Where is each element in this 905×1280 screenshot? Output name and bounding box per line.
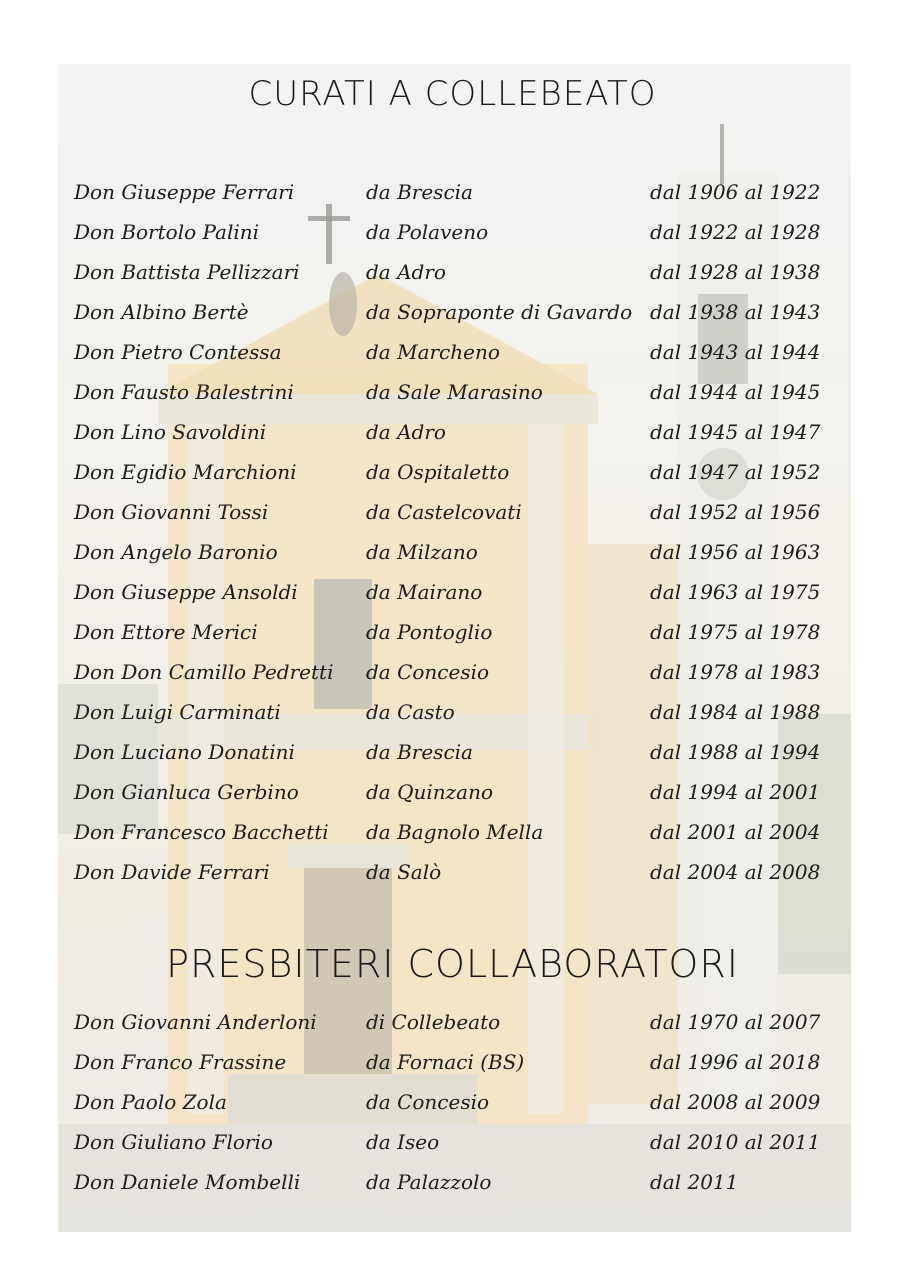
priest-name: Don Fausto Balestrini — [74, 380, 294, 404]
priest-period: dal 1994 al 2001 — [650, 780, 821, 804]
list-item — [0, 820, 905, 850]
priest-name: Don Pietro Contessa — [74, 340, 282, 364]
list-item — [0, 260, 905, 290]
priest-period: dal 1970 al 2007 — [650, 1010, 821, 1034]
priest-origin: da Bagnolo Mella — [366, 820, 544, 844]
priest-period: dal 1938 al 1943 — [650, 300, 821, 324]
priest-period: dal 1963 al 1975 — [650, 580, 821, 604]
priest-origin: da Iseo — [366, 1130, 440, 1154]
priest-origin: da Concesio — [366, 1090, 490, 1114]
priest-origin: da Sopraponte di Gavardo — [366, 300, 633, 324]
priest-period: dal 2011 — [650, 1170, 739, 1194]
priest-origin: da Polaveno — [366, 220, 489, 244]
priest-name: Don Luciano Donatini — [74, 740, 295, 764]
list-item — [0, 740, 905, 770]
priest-period: dal 1952 al 1956 — [650, 500, 821, 524]
priest-period: dal 1988 al 1994 — [650, 740, 821, 764]
priest-origin: da Quinzano — [366, 780, 494, 804]
priest-origin: da Concesio — [366, 660, 490, 684]
priest-period: dal 2004 al 2008 — [650, 860, 821, 884]
priest-period: dal 2001 al 2004 — [650, 820, 821, 844]
priest-name: Don Ettore Merici — [74, 620, 258, 644]
priest-name: Don Bortolo Palini — [74, 220, 260, 244]
list-item — [0, 620, 905, 650]
priest-period: dal 1956 al 1963 — [650, 540, 821, 564]
priest-period: dal 1996 al 2018 — [650, 1050, 821, 1074]
list-item — [0, 420, 905, 450]
priest-name: Don Davide Ferrari — [74, 860, 270, 884]
list-item — [0, 1090, 905, 1120]
list-item — [0, 300, 905, 330]
list-item — [0, 1130, 905, 1160]
priest-origin: da Castelcovati — [366, 500, 522, 524]
list-item — [0, 540, 905, 570]
priest-name: Don Lino Savoldini — [74, 420, 267, 444]
priest-origin: da Palazzolo — [366, 1170, 492, 1194]
priest-origin: da Ospitaletto — [366, 460, 510, 484]
priest-name: Don Giuseppe Ferrari — [74, 180, 295, 204]
priest-origin: da Adro — [366, 260, 446, 284]
priest-period: dal 1922 al 1928 — [650, 220, 821, 244]
priest-name: Don Battista Pellizzari — [74, 260, 300, 284]
list-item — [0, 500, 905, 530]
priest-name: Don Don Camillo Pedretti — [74, 660, 334, 684]
priest-name: Don Luigi Carminati — [74, 700, 281, 724]
list-item — [0, 340, 905, 370]
list-item — [0, 700, 905, 730]
list-item — [0, 780, 905, 810]
list-item — [0, 1050, 905, 1080]
priest-origin: da Mairano — [366, 580, 483, 604]
list-item — [0, 1170, 905, 1200]
priest-period: dal 1945 al 1947 — [650, 420, 821, 444]
priest-name: Don Giuliano Florio — [74, 1130, 273, 1154]
priest-period: dal 1984 al 1988 — [650, 700, 821, 724]
list-item — [0, 1010, 905, 1040]
priest-period: dal 2008 al 2009 — [650, 1090, 821, 1114]
priest-name: Don Giovanni Anderloni — [74, 1010, 317, 1034]
priest-period: dal 1947 al 1952 — [650, 460, 821, 484]
priest-origin: da Marcheno — [366, 340, 500, 364]
priest-origin: da Brescia — [366, 180, 473, 204]
priest-origin: da Sale Marasino — [366, 380, 543, 404]
priest-origin: da Pontoglio — [366, 620, 493, 644]
priest-period: dal 1978 al 1983 — [650, 660, 821, 684]
priest-period: dal 2010 al 2011 — [650, 1130, 821, 1154]
priest-origin: da Milzano — [366, 540, 478, 564]
priest-period: dal 1943 al 1944 — [650, 340, 821, 364]
priest-origin: da Fornaci (BS) — [366, 1050, 525, 1074]
priest-period: dal 1906 al 1922 — [650, 180, 821, 204]
priest-period: dal 1928 al 1938 — [650, 260, 821, 284]
section-title: PRESBITERI COLLABORATORI — [166, 942, 739, 986]
list-item — [0, 860, 905, 890]
list-item — [0, 460, 905, 490]
priest-origin: da Brescia — [366, 740, 473, 764]
priest-name: Don Franco Frassine — [74, 1050, 287, 1074]
priest-name: Don Angelo Baronio — [74, 540, 278, 564]
priest-origin: da Adro — [366, 420, 446, 444]
priest-name: Don Daniele Mombelli — [74, 1170, 301, 1194]
priest-name: Don Egidio Marchioni — [74, 460, 297, 484]
list-item — [0, 660, 905, 690]
list-item — [0, 580, 905, 610]
priest-period: dal 1944 al 1945 — [650, 380, 821, 404]
priest-name: Don Albino Bertè — [74, 300, 249, 324]
page-title: CURATI A COLLEBEATO — [248, 74, 657, 114]
priest-name: Don Paolo Zola — [74, 1090, 227, 1114]
priest-origin: da Salò — [366, 860, 442, 884]
list-item — [0, 380, 905, 410]
priest-origin: di Collebeato — [366, 1010, 501, 1034]
priest-origin: da Casto — [366, 700, 455, 724]
list-item — [0, 220, 905, 250]
list-item — [0, 180, 905, 210]
priest-name: Don Gianluca Gerbino — [74, 780, 299, 804]
priest-name: Don Giuseppe Ansoldi — [74, 580, 298, 604]
priest-name: Don Giovanni Tossi — [74, 500, 269, 524]
priest-name: Don Francesco Bacchetti — [74, 820, 329, 844]
priest-period: dal 1975 al 1978 — [650, 620, 821, 644]
